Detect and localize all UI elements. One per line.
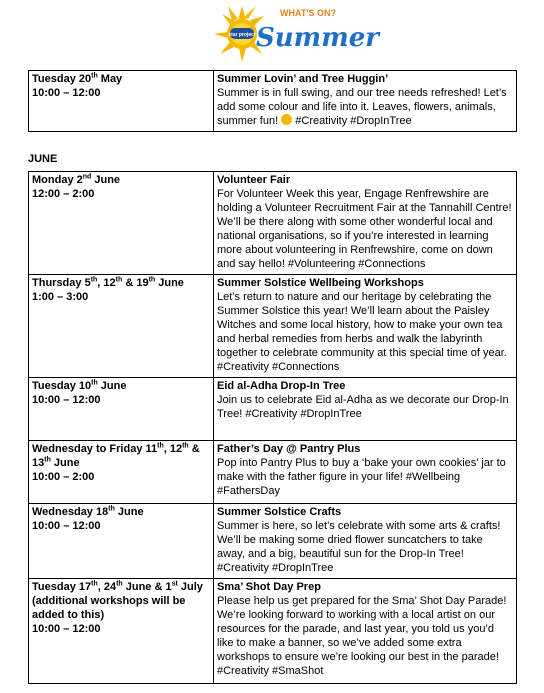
event-info-cell	[214, 579, 517, 684]
logo-badge-text: star project	[228, 32, 256, 38]
event-info-cell	[214, 378, 517, 441]
table-row	[29, 275, 517, 378]
table-row	[29, 441, 517, 504]
table-row	[29, 504, 517, 579]
table-row	[29, 172, 517, 275]
event-description: Please help us get prepared for the Sma’ Shot Day Parade! We’re looking forward to working with a local artist on our resources for the parade, and last year, you told us you’d like to make a banner, so we’ve added some extra workshops to ensure we’re looking our best in the parade! #Creativity #SmaShot	[217, 595, 507, 677]
event-title: Summer Solstice Wellbeing Workshops	[217, 277, 424, 289]
event-date-cell	[29, 579, 214, 684]
event-date: Monday 2nd June	[32, 173, 121, 186]
sun-logo-icon	[212, 2, 379, 64]
event-description: Summer is here, so let’s celebrate with some arts & crafts! We’ll be making some dried flower suncatchers to take away, and a big, beautiful sun for the Drop-In Tree! #Creativity #DropInTree	[217, 520, 501, 574]
summer-logo	[212, 2, 379, 64]
event-description: Summer is in full swing, and our tree needs refreshed! Let’s add some colour and life into it. Leaves, flowers, animals, summer fun!	[217, 87, 507, 127]
table-row	[29, 71, 517, 132]
event-time: 1:00 – 3:00	[32, 291, 89, 303]
event-title: Volunteer Fair	[217, 174, 291, 186]
event-date: Tuesday 10th June	[32, 379, 127, 392]
event-date-cell	[29, 275, 214, 378]
event-title: Father’s Day @ Pantry Plus	[217, 443, 361, 455]
may-events-table	[28, 70, 517, 132]
logo-whats-on-text: WHAT'S ON?	[280, 8, 336, 18]
event-note: (additional workshops will be added to this)	[32, 595, 186, 621]
month-heading: JUNE	[28, 153, 58, 165]
event-time: 12:00 – 2:00	[32, 188, 95, 200]
event-date: Thursday 5th, 12th & 19th June	[32, 276, 184, 289]
smile-emoji-icon	[281, 114, 292, 125]
event-time: 10:00 – 12:00	[32, 623, 101, 635]
event-info-cell	[214, 441, 517, 504]
event-date: Wednesday 18th June	[32, 505, 144, 518]
table-row	[29, 579, 517, 684]
event-title: Summer Lovin’ and Tree Huggin’	[217, 73, 389, 85]
event-title: Sma’ Shot Day Prep	[217, 581, 321, 593]
table-row	[29, 378, 517, 441]
event-date-cell	[29, 172, 214, 275]
june-events-table	[28, 171, 517, 684]
event-description: Let’s return to nature and our heritage by celebrating the Summer Solstice this year! We’ll learn about the Paisley Witches and some local history, how to make your own tea and herbal remedies from herbs and walk the labyrinth together to celebrate community at this special time of year. #Creativity #Connections	[217, 291, 507, 373]
event-date-cell	[29, 378, 214, 441]
event-date-cell	[29, 71, 214, 132]
event-time: 10:00 – 12:00	[32, 520, 101, 532]
event-time: 10:00 – 2:00	[32, 471, 95, 483]
event-info-cell	[214, 275, 517, 378]
event-tags: #Creativity #DropInTree	[292, 115, 412, 127]
event-title: Eid al-Adha Drop-In Tree	[217, 380, 346, 392]
event-date: Tuesday 20th May	[32, 72, 123, 85]
event-title: Summer Solstice Crafts	[217, 506, 342, 518]
event-info-cell	[214, 172, 517, 275]
event-time: 10:00 – 12:00	[32, 394, 101, 406]
event-description: Pop into Pantry Plus to buy a ‘bake your own cookies’ jar to make with the father figure in your life! #Wellbeing #FathersDay	[217, 457, 506, 497]
event-date-cell	[29, 504, 214, 579]
event-time: 10:00 – 12:00	[32, 87, 101, 99]
event-date-cell	[29, 441, 214, 504]
event-description: For Volunteer Week this year, Engage Renfrewshire are holding a Volunteer Recruitment Fair at the Tannahill Centre! We’ll be there along with some other wonderful local and national organisations, so if you’re interested in learning more about volunteering in Renfrewshire, come on down and say hello! #Volunteering #Connections	[217, 188, 512, 270]
event-info-cell	[214, 504, 517, 579]
logo-summer-text: Summer	[256, 23, 379, 53]
event-info-cell	[214, 71, 517, 132]
event-date: Tuesday 17th, 24th June & 1st July	[32, 580, 203, 593]
event-description: Join us to celebrate Eid al-Adha as we decorate our Drop-In Tree! #Creativity #DropInTree	[217, 394, 509, 420]
event-date: Wednesday to Friday 11th, 12th & 13th June	[32, 442, 200, 469]
